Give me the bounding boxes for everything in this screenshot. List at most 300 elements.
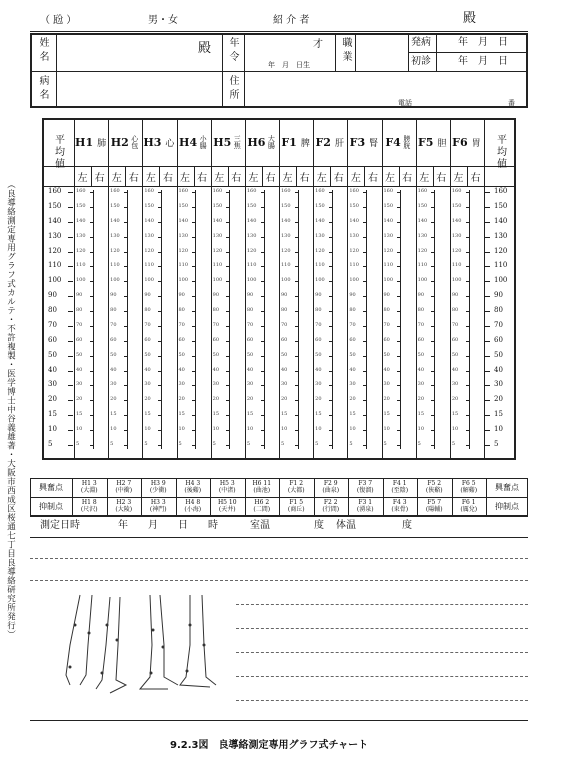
column-header-f3	[347, 118, 381, 166]
avg-tick-mark	[485, 445, 490, 446]
column-scale-tick	[192, 281, 195, 282]
point-code: F6 5	[461, 479, 476, 487]
column-scale-tick	[466, 356, 469, 357]
column-organ: 小腸	[199, 135, 208, 149]
column-scale-label: 30	[144, 381, 151, 388]
name-honorific: 殿	[198, 41, 212, 56]
column-scale-tick	[397, 311, 400, 312]
column-organ: 三焦	[233, 135, 242, 149]
column-scale-label: 60	[246, 336, 254, 343]
column-scale-tick	[192, 326, 195, 327]
column-scale-label: 150	[417, 202, 428, 209]
column-scale-label: 50	[451, 351, 459, 358]
column-scale-tick	[90, 400, 93, 401]
avg-tick-mark	[485, 281, 490, 282]
column-scale-label: 150	[246, 202, 257, 209]
column-header-f4	[382, 118, 416, 166]
column-scale-tick	[90, 430, 93, 431]
column-scale-tick	[295, 281, 298, 282]
avg-tick-mark	[485, 311, 490, 312]
column-scale-tick	[295, 252, 298, 253]
column-scale-tick	[261, 445, 264, 446]
inhibit-point	[279, 497, 314, 516]
job-label-left	[335, 33, 336, 71]
avg-tick-mark	[68, 266, 73, 267]
column-scale-tick	[90, 281, 93, 282]
excite-point	[314, 478, 349, 497]
column-scale-tick	[158, 385, 161, 386]
column-scale-tick	[397, 296, 400, 297]
avg-tick-right: 40	[494, 365, 503, 374]
column-scale-label: 130	[383, 232, 394, 239]
column-scale-tick	[431, 356, 434, 357]
column-scale-label: 40	[315, 366, 322, 373]
column-scale-label: 140	[76, 217, 86, 224]
avg-tick-left: 70	[48, 320, 57, 329]
column-scale-label: 10	[212, 426, 220, 433]
avg-tick-left: 10	[48, 425, 57, 434]
column-scale-tick	[295, 207, 298, 208]
column-scale-tick	[363, 356, 366, 357]
column-scale-tick	[363, 281, 366, 282]
column-scale-label: 10	[178, 426, 185, 433]
column-code: H4	[179, 135, 198, 149]
column-scale-label: 40	[110, 366, 117, 373]
column-scale-label: 140	[212, 217, 223, 224]
avg-tick-right: 140	[494, 216, 508, 225]
column-header-h5	[211, 118, 245, 166]
column-scale-tick	[329, 207, 332, 208]
column-scale-label: 10	[76, 426, 83, 433]
column-scale-label: 70	[76, 321, 83, 328]
column-scale-tick	[90, 192, 93, 193]
name-parenthesis: （ 瓰 ）	[40, 15, 77, 26]
column-scale-label: 120	[417, 247, 428, 254]
column-scale-tick	[158, 266, 161, 267]
column-scale-label: 150	[144, 202, 154, 209]
column-code: F1	[281, 135, 297, 149]
column-scale-label: 60	[281, 336, 288, 343]
point-name: (商丘)	[287, 505, 305, 513]
column-scale-label: 110	[178, 262, 189, 269]
excite-point	[383, 478, 418, 497]
column-scale-tick	[466, 222, 469, 223]
column-scale-label: 160	[383, 188, 394, 194]
column-scale-tick	[295, 222, 298, 223]
column-scale-tick	[431, 341, 434, 342]
column-scale-tick	[295, 356, 298, 357]
column-scale-tick	[226, 445, 229, 446]
column-organ: 肝	[332, 137, 343, 147]
column-scale-label: 70	[110, 321, 117, 328]
column-scale-tick	[158, 371, 161, 372]
column-scale-label: 70	[178, 321, 185, 328]
column-scale-tick	[363, 415, 366, 416]
measure-bottom-rule	[30, 537, 528, 538]
column-header-f2	[313, 118, 347, 166]
column-scale-label: 110	[383, 262, 394, 269]
column-scale-tick	[158, 222, 161, 223]
column-scale-tick	[363, 252, 366, 253]
column-scale-tick	[466, 237, 469, 238]
column-scale-tick	[329, 222, 332, 223]
avg-tick-right: 80	[494, 306, 503, 315]
avg-tick-mark	[485, 385, 490, 386]
column-scale-tick	[192, 252, 195, 253]
right-label: 右	[333, 172, 344, 184]
column-organ: 脾	[298, 137, 309, 147]
patient-row-divider	[30, 71, 528, 72]
inhibit-point	[383, 497, 418, 516]
column-scale-tick	[192, 237, 195, 238]
column-scale-label: 100	[315, 277, 325, 284]
column-scale-label: 100	[110, 277, 120, 284]
point-code: H2 7	[116, 479, 132, 487]
point-code: F4 1	[392, 479, 407, 487]
point-name: (神門)	[149, 505, 167, 513]
avg-tick-left: 30	[48, 380, 57, 389]
column-scale-tick	[90, 326, 93, 327]
left-label: 左	[77, 172, 88, 184]
column-scale-label: 130	[110, 232, 120, 239]
column-scale-label: 90	[349, 292, 356, 299]
column-scale-axis	[298, 190, 299, 449]
column-scale-tick	[329, 371, 332, 372]
left-label: 左	[145, 172, 156, 184]
column-scale-tick	[226, 385, 229, 386]
column-scale-label: 90	[315, 292, 322, 299]
column-scale-label: 10	[451, 426, 459, 433]
column-scale-label: 110	[417, 262, 428, 269]
point-code: H6 2	[254, 498, 270, 506]
point-code: H2 3	[116, 498, 132, 506]
column-scale-label: 90	[178, 292, 185, 299]
column-code: F2	[315, 135, 331, 149]
avg-tick-left: 110	[48, 261, 62, 270]
column-scale-axis	[161, 190, 162, 449]
column-scale-label: 10	[417, 426, 425, 433]
column-scale-label: 80	[144, 307, 151, 314]
avg-tick-mark	[68, 415, 73, 416]
column-scale-tick	[397, 430, 400, 431]
column-scale-tick	[466, 296, 469, 297]
column-organ: 心包	[130, 135, 139, 149]
name-label: 姓名	[37, 37, 48, 65]
column-scale-label: 70	[417, 321, 425, 328]
column-scale-label: 140	[110, 217, 120, 224]
column-scale-label: 20	[178, 396, 185, 403]
column-scale-tick	[90, 296, 93, 297]
avg-tick-left: 130	[48, 231, 62, 240]
point-name: (大都)	[287, 486, 305, 494]
column-scale-tick	[466, 385, 469, 386]
age-label-right	[244, 33, 245, 108]
column-scale-tick	[397, 341, 400, 342]
form-bottom-rule	[30, 720, 528, 721]
column-scale-label: 70	[246, 321, 254, 328]
point-name: (曲池)	[253, 486, 271, 494]
point-code: F3 1	[358, 498, 373, 506]
column-scale-tick	[397, 400, 400, 401]
column-scale-tick	[124, 385, 127, 386]
column-header-f5	[416, 118, 450, 166]
column-scale-label: 80	[417, 307, 425, 314]
figure-caption: 9.2.3図 良導絡測定専用グラフ式チャート	[170, 740, 369, 751]
column-scale-tick	[397, 371, 400, 372]
column-scale-label: 140	[281, 217, 291, 224]
column-header-f6	[450, 118, 484, 166]
avg-tick-right: 150	[494, 201, 508, 210]
column-scale-tick	[261, 281, 264, 282]
column-scale-tick	[124, 192, 127, 193]
column-scale-axis	[229, 190, 230, 449]
column-scale-label: 70	[349, 321, 356, 328]
column-scale-tick	[192, 356, 195, 357]
column-scale-tick	[124, 430, 127, 431]
column-scale-label: 150	[178, 202, 189, 209]
column-scale-tick	[397, 252, 400, 253]
column-scale-tick	[431, 385, 434, 386]
avg-tick-mark	[485, 415, 490, 416]
side-publisher-text: （良導絡測定専用グラフ式カルテ・不許複製・医学博士中谷義雄著・大阪市西成区桜通七丁目良導絡研究所発行）	[5, 180, 16, 639]
right-label: 右	[470, 172, 481, 184]
column-scale-tick	[295, 296, 298, 297]
column-scale-label: 100	[281, 277, 291, 284]
point-code: F4 3	[392, 498, 407, 506]
column-scale-tick	[261, 266, 264, 267]
column-scale-label: 10	[246, 426, 254, 433]
column-scale-tick	[363, 385, 366, 386]
column-scale-tick	[90, 222, 93, 223]
avg-tick-right: 100	[494, 276, 508, 285]
column-scale-tick	[124, 207, 127, 208]
column-scale-label: 120	[281, 247, 291, 254]
avg-tick-right: 5	[494, 440, 499, 448]
excite-point	[72, 478, 107, 497]
job-label: 職業	[340, 37, 351, 65]
avg-tick-right: 110	[494, 261, 508, 270]
column-scale-label: 30	[281, 381, 288, 388]
column-scale-label: 20	[315, 396, 322, 403]
column-scale-label: 130	[178, 232, 189, 239]
limb-illustration	[40, 585, 240, 705]
column-scale-tick	[192, 222, 195, 223]
column-scale-label: 20	[144, 396, 151, 403]
column-scale-label: 50	[76, 351, 83, 358]
column-header-h6	[245, 118, 279, 166]
column-scale-label: 60	[76, 336, 83, 343]
column-scale-tick	[329, 400, 332, 401]
column-scale-label: 80	[76, 307, 83, 314]
column-scale-label: 120	[315, 247, 325, 254]
inhibit-point	[107, 497, 142, 516]
left-label: 左	[248, 172, 259, 184]
column-scale-tick	[261, 385, 264, 386]
point-code: H4 3	[185, 479, 201, 487]
column-scale-label: 150	[451, 202, 462, 209]
column-scale-label: 90	[451, 292, 459, 299]
point-name: (行間)	[322, 505, 340, 513]
column-scale-label: 160	[451, 188, 462, 194]
column-scale-tick	[124, 415, 127, 416]
avg-tick-mark	[485, 237, 490, 238]
column-scale-tick	[192, 207, 195, 208]
column-scale-label: 150	[315, 202, 325, 209]
column-scale-tick	[295, 385, 298, 386]
column-scale-tick	[295, 237, 298, 238]
column-scale-tick	[431, 430, 434, 431]
column-scale-label: 80	[349, 307, 356, 314]
column-scale-label: 130	[417, 232, 428, 239]
column-scale-tick	[431, 400, 434, 401]
avg-label-right: 平均値	[494, 134, 506, 170]
column-scale-label: 90	[383, 292, 390, 299]
point-name: (天井)	[218, 505, 236, 513]
column-scale-tick	[466, 341, 469, 342]
column-scale-tick	[90, 207, 93, 208]
column-code: F3	[349, 135, 366, 149]
column-scale-label: 5	[417, 441, 421, 447]
column-scale-label: 100	[349, 277, 359, 284]
column-scale-label: 90	[417, 292, 425, 299]
avg-tick-mark	[68, 326, 73, 327]
column-scale-label: 10	[383, 426, 390, 433]
column-scale-label: 20	[383, 396, 390, 403]
inhibit-label-right: 抑制点	[495, 502, 519, 511]
left-label: 左	[316, 172, 327, 184]
avg-tick-left: 40	[48, 365, 57, 374]
column-scale-label: 60	[178, 336, 185, 343]
right-label: 右	[94, 172, 105, 184]
avg-tick-left: 15	[48, 410, 57, 419]
column-scale-axis	[332, 190, 333, 449]
right-label: 右	[367, 172, 378, 184]
column-scale-tick	[261, 430, 264, 431]
column-scale-label: 110	[110, 262, 120, 269]
column-scale-tick	[90, 252, 93, 253]
avg-tick-mark	[68, 385, 73, 386]
column-scale-label: 120	[178, 247, 189, 254]
right-label: 右	[299, 172, 310, 184]
column-scale-tick	[363, 311, 366, 312]
column-scale-tick	[158, 192, 161, 193]
point-name: (解谿)	[460, 486, 478, 494]
column-scale-label: 150	[76, 202, 86, 209]
column-scale-label: 80	[383, 307, 390, 314]
column-scale-label: 130	[315, 232, 325, 239]
room-temp-deg: 度	[314, 520, 324, 531]
column-scale-axis	[127, 190, 128, 449]
column-scale-label: 70	[144, 321, 151, 328]
column-scale-tick	[397, 266, 400, 267]
column-scale-tick	[363, 445, 366, 446]
column-scale-label: 15	[178, 411, 185, 418]
note-line	[30, 580, 528, 581]
right-label: 右	[436, 172, 447, 184]
right-label: 右	[231, 172, 242, 184]
column-scale-tick	[363, 237, 366, 238]
column-scale-label: 15	[417, 411, 425, 418]
column-scale-label: 110	[144, 262, 154, 269]
column-scale-label: 140	[417, 217, 428, 224]
age-label-left	[222, 33, 223, 108]
column-scale-label: 5	[144, 441, 148, 447]
inhibit-point	[417, 497, 452, 516]
left-label: 左	[385, 172, 396, 184]
excite-point	[417, 478, 452, 497]
avg-tick-left: 20	[48, 395, 57, 404]
note-line	[236, 700, 528, 701]
column-scale-label: 15	[315, 411, 322, 418]
avg-tick-right: 50	[494, 350, 503, 359]
column-organ: 心	[163, 137, 174, 147]
column-scale-tick	[192, 192, 195, 193]
point-name: (陽輔)	[425, 505, 443, 513]
column-scale-tick	[124, 356, 127, 357]
column-organ: 腎	[367, 137, 378, 147]
referrer-honorific: 殿	[463, 11, 477, 26]
column-scale-label: 15	[110, 411, 117, 418]
avg-tick-right: 90	[494, 291, 503, 300]
measure-top-rule	[30, 516, 528, 517]
column-scale-tick	[329, 296, 332, 297]
column-scale-label: 40	[417, 366, 425, 373]
column-scale-tick	[226, 326, 229, 327]
column-scale-tick	[226, 341, 229, 342]
left-label: 左	[282, 172, 293, 184]
column-scale-tick	[90, 341, 93, 342]
column-scale-axis	[264, 190, 265, 449]
column-scale-label: 90	[246, 292, 254, 299]
column-scale-tick	[363, 326, 366, 327]
column-scale-tick	[363, 430, 366, 431]
column-scale-label: 110	[451, 262, 462, 269]
column-scale-label: 15	[76, 411, 83, 418]
column-scale-label: 140	[451, 217, 462, 224]
column-scale-tick	[124, 222, 127, 223]
column-scale-tick	[261, 237, 264, 238]
column-scale-tick	[466, 430, 469, 431]
point-name: (束骨)	[391, 505, 409, 513]
column-scale-label: 15	[383, 411, 390, 418]
column-scale-label: 110	[246, 262, 257, 269]
column-scale-label: 70	[281, 321, 288, 328]
column-scale-label: 90	[212, 292, 220, 299]
column-scale-tick	[124, 266, 127, 267]
avg-tick-left: 140	[48, 216, 62, 225]
avg-tick-mark	[68, 445, 73, 446]
column-scale-label: 10	[144, 426, 151, 433]
excite-label-left: 興奮点	[39, 483, 63, 492]
name-label-divider	[56, 33, 57, 108]
column-scale-tick	[158, 326, 161, 327]
column-scale-label: 120	[451, 247, 462, 254]
column-scale-tick	[431, 326, 434, 327]
column-scale-tick	[226, 430, 229, 431]
avg-tick-mark	[485, 400, 490, 401]
column-scale-tick	[329, 237, 332, 238]
column-scale-label: 80	[315, 307, 322, 314]
column-scale-label: 80	[451, 307, 459, 314]
column-scale-tick	[226, 371, 229, 372]
column-scale-tick	[158, 400, 161, 401]
column-scale-label: 20	[451, 396, 459, 403]
column-scale-label: 10	[349, 426, 356, 433]
column-scale-label: 100	[76, 277, 86, 284]
column-scale-tick	[124, 311, 127, 312]
column-scale-tick	[226, 415, 229, 416]
column-scale-label: 150	[383, 202, 394, 209]
